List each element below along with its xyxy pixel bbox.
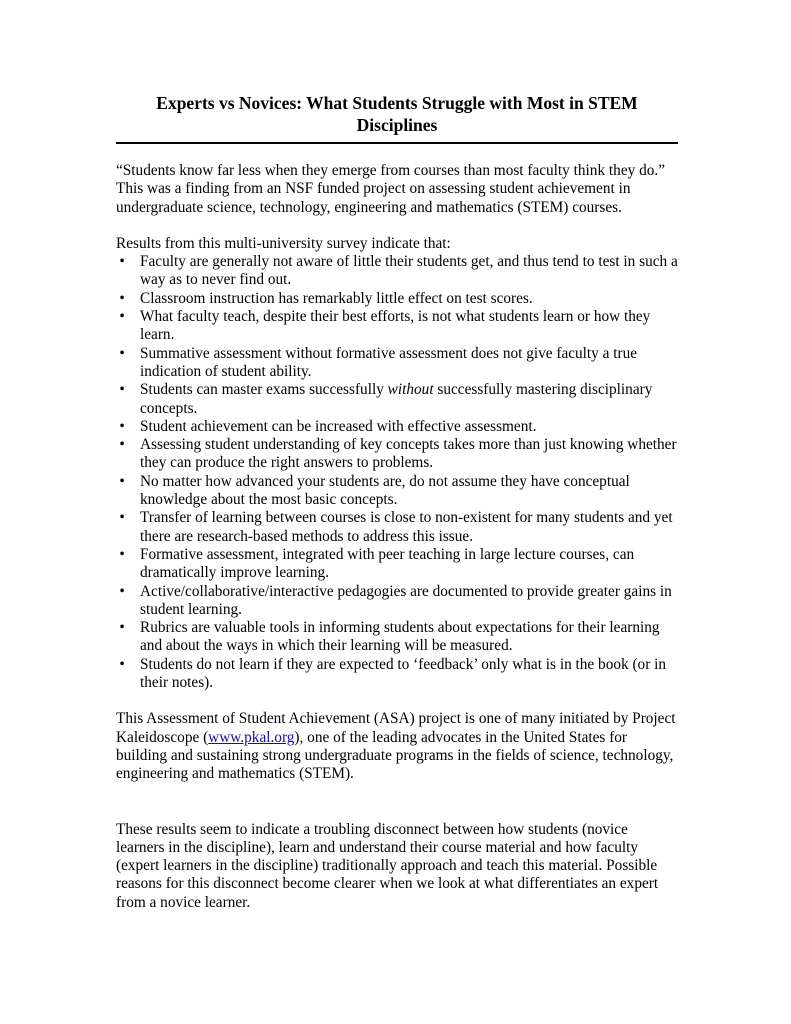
bullet-icon: • <box>119 582 125 600</box>
finding-text: Faculty are generally not aware of little their students get, and thus tend to test in such a way as to never find out. <box>140 253 678 289</box>
asa-paragraph <box>116 710 678 783</box>
asa-text-before: This Assessment of Student Achievement (ASA) project is one of many initiated by Project Kaleidoscope ( <box>116 710 676 746</box>
intro-paragraph: “Students know far less when they emerge from courses than most faculty think they do.” This was a finding from an NSF funded project on assessing student achievement in undergraduate science, technology, engineering and mathematics (STEM) courses. <box>116 162 665 216</box>
finding-text: Student achievement can be increased with effective assessment. <box>140 417 537 435</box>
bullet-icon: • <box>119 417 125 435</box>
finding-item <box>116 656 678 693</box>
bullet-icon: • <box>119 619 125 637</box>
finding-item <box>116 253 678 290</box>
closing-paragraph: These results seem to indicate a troubling disconnect between how students (novice learners in the discipline), learn and understand their course material and how faculty (expert learners in the discipline) traditionally approach and teach this material. Possible reasons for this disconnect become clearer when we look at what differentiates an expert from a novice learner. <box>116 820 659 911</box>
finding-text: Students do not learn if they are expected to ‘feedback’ only what is in the book (or in their notes). <box>140 655 667 692</box>
finding-item <box>116 583 678 620</box>
bullet-icon: • <box>119 289 125 307</box>
finding-item <box>116 546 678 583</box>
finding-text: Active/collaborative/interactive pedagogies are documented to provide greater gains in student learning. <box>140 582 672 618</box>
finding-text: Classroom instruction has remarkably little effect on test scores. <box>140 289 533 307</box>
bullet-icon: • <box>119 472 125 490</box>
finding-text: Summative assessment without formative assessment does not give faculty a true indication of student ability. <box>140 344 638 380</box>
finding-text: Formative assessment, integrated with peer teaching in large lecture courses, can dramatically improve learning. <box>140 545 635 582</box>
finding-item <box>116 308 678 345</box>
bullet-icon: • <box>119 308 125 326</box>
finding-text: No matter how advanced your students are, do not assume they have conceptual knowledge about the most basic concepts. <box>140 472 630 509</box>
page-title: Experts vs Novices: What Students Struggle with Most in STEM Disciplines <box>116 92 678 144</box>
finding-item <box>116 619 678 656</box>
document-page <box>116 92 678 912</box>
finding-text: What faculty teach, despite their best efforts, is not what students learn or how they learn. <box>140 308 651 344</box>
asa-text-after: ), one of the leading advocates in the United States for building and sustaining strong undergraduate programs in the fields of science, technology, engineering and mathematics (STEM). <box>116 728 674 783</box>
bullet-icon: • <box>119 545 125 563</box>
finding-item <box>116 290 678 308</box>
finding-text <box>140 381 652 416</box>
bullet-icon: • <box>119 253 125 271</box>
finding-item <box>116 381 678 418</box>
finding-text: Assessing student understanding of key concepts takes more than just knowing whether they can produce the right answers to problems. <box>140 436 677 472</box>
bullet-icon: • <box>119 655 125 673</box>
bullet-icon: • <box>119 381 125 399</box>
finding-item <box>116 418 678 436</box>
finding-text-after: successfully mastering disciplinary concepts. <box>140 381 653 417</box>
bullet-icon: • <box>119 509 125 527</box>
findings-list <box>116 253 678 692</box>
finding-item <box>116 345 678 382</box>
pkal-link[interactable]: www.pkal.org <box>208 728 295 746</box>
bullet-icon: • <box>119 436 125 454</box>
finding-item <box>116 473 678 510</box>
bullet-icon: • <box>119 344 125 362</box>
results-lead: Results from this multi-university survey indicate that: <box>116 234 451 252</box>
finding-emphasis: without <box>387 381 434 399</box>
finding-text: Transfer of learning between courses is close to non-existent for many students and yet there are research-based methods to address this issue. <box>140 509 673 545</box>
finding-item <box>116 436 678 473</box>
finding-text-before: Students can master exams successfully <box>140 381 388 399</box>
finding-item <box>116 509 678 546</box>
finding-text: Rubrics are valuable tools in informing students about expectations for their learning and about the ways in which their learning will be measured. <box>140 619 660 655</box>
